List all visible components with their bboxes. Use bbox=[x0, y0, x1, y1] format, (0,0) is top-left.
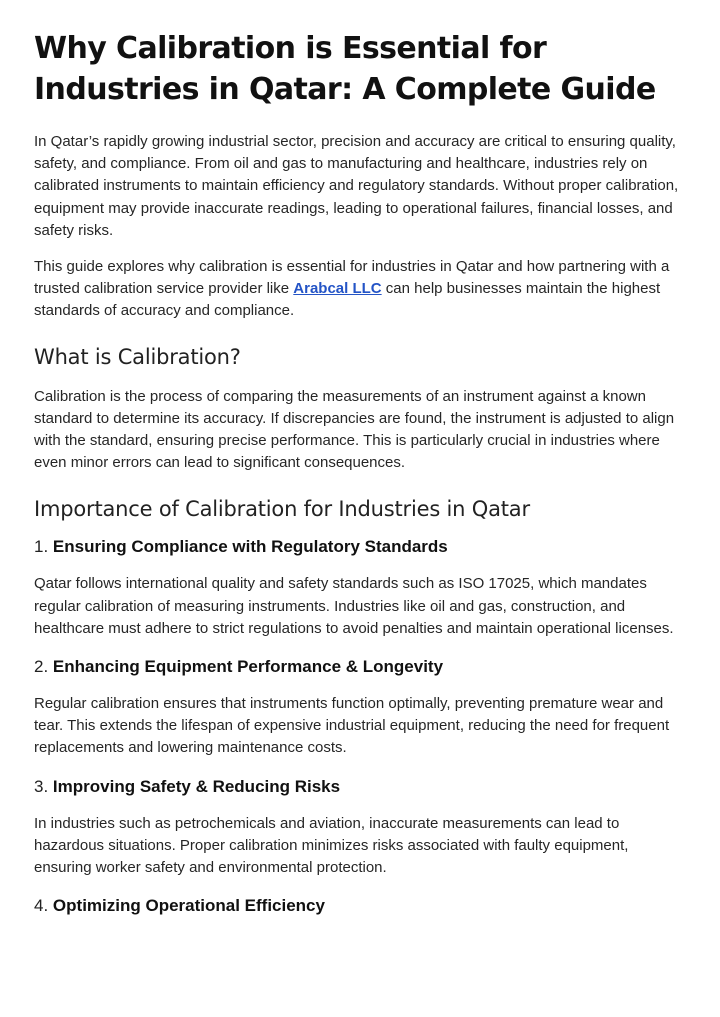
guide-text-after-link: can help businesses maintain the highest standards of accuracy and compliance. bbox=[34, 280, 661, 320]
what-is-calibration-heading: What is Calibration? bbox=[34, 344, 241, 369]
guide-text-before-link: This guide explores why calibration is essential for industries in Qatar and how partnering with a trusted calibration service provider like bbox=[34, 258, 670, 298]
arabcal-link[interactable]: Arabcal LLC bbox=[293, 280, 382, 298]
section-paragraph-safety: In industries such as petrochemicals and aviation, inaccurate measurements can lead to hazardous situations. Proper calibration minimizes risks associated with faulty equipment, ensuring worker safety and environmental protection. bbox=[34, 814, 629, 877]
section-paragraph-performance: Regular calibration ensures that instruments function optimally, preventing premature wear and tear. This extends the lifespan of expensive industrial equipment, reducing the need for frequent replacements and lowering maintenance costs. bbox=[34, 695, 670, 757]
guide-paragraph bbox=[34, 256, 689, 323]
section-title: Enhancing Equipment Performance & Longevity bbox=[52, 657, 444, 677]
section-number: 4. bbox=[34, 896, 49, 916]
page-title: Why Calibration is Essential for Industries in Qatar: A Complete Guide bbox=[34, 31, 656, 107]
intro-paragraph: In Qatar’s rapidly growing industrial sector, precision and accuracy are critical to ensuring quality, safety, and compliance. From oil and gas to manufacturing and healthcare, industries rely on calibrated instruments to maintain efficiency and regulatory standards. Without proper calibration, equipment may provide inaccurate readings, leading to operational failures, financial losses, and safety risks. bbox=[34, 133, 679, 239]
what-is-calibration-paragraph: Calibration is the process of comparing the measurements of an instrument against a known standard to determine its accuracy. If discrepancies are found, the instrument is adjusted to align with the standard, ensuring precise performance. This is particularly crucial in industries where even minor errors can lead to significant consequences. bbox=[34, 387, 675, 472]
section-heading-efficiency bbox=[34, 894, 689, 918]
importance-heading: Importance of Calibration for Industries in Qatar bbox=[34, 497, 530, 522]
document-page bbox=[34, 28, 689, 918]
section-title: Improving Safety & Reducing Risks bbox=[52, 776, 341, 796]
section-number: 1. bbox=[34, 537, 49, 557]
section-title: Ensuring Compliance with Regulatory Standards bbox=[52, 537, 448, 557]
section-number: 2. bbox=[34, 657, 49, 677]
section-title: Optimizing Operational Efficiency bbox=[52, 896, 325, 916]
section-heading-safety bbox=[34, 775, 689, 799]
section-paragraph-compliance: Qatar follows international quality and safety standards such as ISO 17025, which mandates regular calibration of measuring instruments. Industries like oil and gas, construction, and healthcare must adhere to strict regulations to avoid penalties and maintain operational licenses. bbox=[34, 575, 674, 637]
section-number: 3. bbox=[34, 776, 49, 796]
section-heading-performance bbox=[34, 655, 689, 679]
section-heading-compliance bbox=[34, 535, 689, 559]
